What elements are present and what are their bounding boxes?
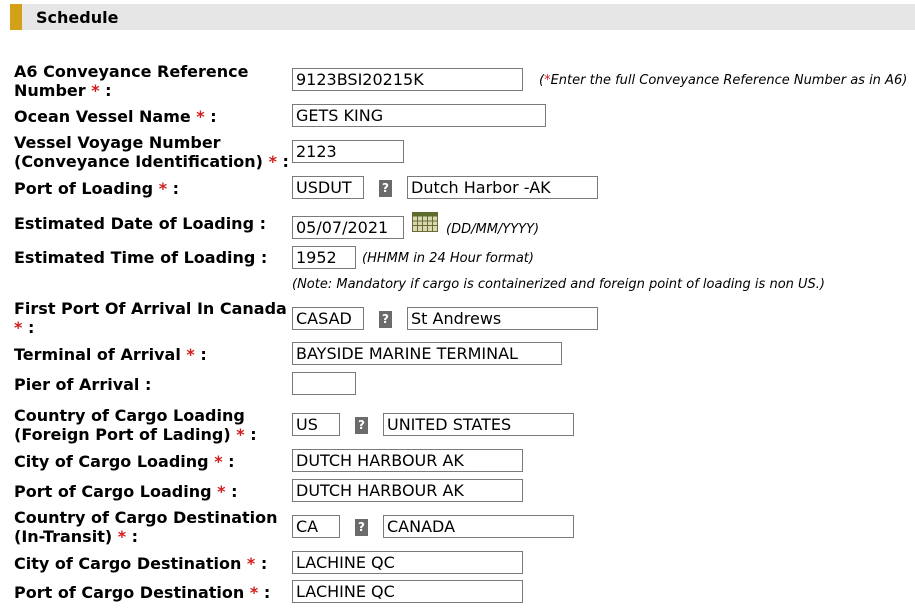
required-marker: * <box>91 81 100 100</box>
voyage-label-line2: (Conveyance Identification) <box>14 152 263 171</box>
country-dest-code-input[interactable] <box>292 515 340 538</box>
first-port-name-input[interactable] <box>407 307 598 330</box>
port-loading-label: Port of Loading * : <box>14 179 180 198</box>
section-header <box>10 4 915 30</box>
country-loading-help-icon[interactable]: ? <box>355 417 368 434</box>
voyage-input[interactable] <box>292 140 404 163</box>
required-marker: * <box>214 452 223 471</box>
required-marker: * <box>236 425 245 444</box>
city-loading-label-text: City of Cargo Loading <box>14 452 209 471</box>
date-format-hint: (DD/MM/YYYY) <box>446 222 540 237</box>
country-loading-label-line2: (Foreign Port of Lading) <box>14 425 231 444</box>
port-loading-code-input[interactable] <box>292 176 364 199</box>
terminal-label-text: Terminal of Arrival <box>14 345 181 364</box>
city-loading-label: City of Cargo Loading * : <box>14 452 235 471</box>
required-marker: * <box>217 482 226 501</box>
voyage-label-line1: Vessel Voyage Number <box>14 133 221 152</box>
est-time-input[interactable] <box>292 246 356 269</box>
time-format-hint: (HHMM in 24 Hour format) <box>362 251 534 266</box>
required-marker: * <box>268 152 277 171</box>
hint-required-marker: * <box>544 73 551 88</box>
required-marker: * <box>117 527 127 546</box>
a6-ref-label-line2: Number <box>14 81 86 100</box>
est-date-input[interactable] <box>292 216 404 239</box>
required-marker: * <box>249 583 259 602</box>
vessel-name-label-text: Ocean Vessel Name <box>14 107 191 126</box>
required-marker: * <box>158 179 168 198</box>
country-loading-label: Country of Cargo Loading (Foreign Port of Lading) * : <box>14 406 257 444</box>
country-dest-help-icon[interactable]: ? <box>355 519 368 536</box>
required-marker: * <box>196 107 205 126</box>
city-loading-input[interactable] <box>292 449 523 472</box>
pier-input[interactable] <box>292 372 356 395</box>
est-date-label: Estimated Date of Loading : <box>14 214 266 233</box>
calendar-icon[interactable] <box>412 212 438 232</box>
first-port-help-icon[interactable]: ? <box>379 311 392 328</box>
port-cargo-loading-input[interactable] <box>292 479 523 502</box>
port-dest-label: Port of Cargo Destination * : <box>14 583 271 602</box>
a6-ref-hint-text: Enter the full Conveyance Reference Number as in A6 <box>550 73 903 88</box>
country-loading-name-input[interactable] <box>383 413 574 436</box>
required-marker: * <box>14 318 23 337</box>
a6-ref-hint: (*Enter the full Conveyance Reference Number as in A6) <box>539 73 908 88</box>
country-dest-label: Country of Cargo Destination (In-Transit) * : <box>14 508 278 546</box>
port-dest-label-text: Port of Cargo Destination <box>14 583 245 602</box>
a6-ref-label-line1: A6 Conveyance Reference <box>14 62 249 81</box>
port-loading-name-input[interactable] <box>407 176 598 199</box>
voyage-label: Vessel Voyage Number (Conveyance Identification) * : <box>14 133 289 171</box>
port-cargo-loading-label-text: Port of Cargo Loading <box>14 482 212 501</box>
time-mandatory-note: (Note: Mandatory if cargo is containerized and foreign point of loading is non US.) <box>292 277 825 292</box>
country-dest-name-input[interactable] <box>383 515 574 538</box>
a6-ref-input[interactable] <box>292 68 523 91</box>
required-marker: * <box>246 554 256 573</box>
vessel-name-label: Ocean Vessel Name * : <box>14 107 217 126</box>
first-port-label-line1: First Port Of Arrival In Canada <box>14 299 287 318</box>
port-loading-help-icon[interactable]: ? <box>379 180 392 197</box>
port-dest-input[interactable] <box>292 580 523 603</box>
section-title: Schedule <box>36 8 119 27</box>
vessel-name-input[interactable] <box>292 104 546 127</box>
country-loading-code-input[interactable] <box>292 413 340 436</box>
est-time-label: Estimated Time of Loading : <box>14 248 268 267</box>
first-port-label: First Port Of Arrival In Canada * : <box>14 299 287 337</box>
required-marker: * <box>186 345 195 364</box>
a6-ref-label: A6 Conveyance Reference Number * : <box>14 62 249 100</box>
city-dest-label-text: City of Cargo Destination <box>14 554 242 573</box>
section-accent-bar <box>10 4 22 30</box>
first-port-code-input[interactable] <box>292 307 364 330</box>
terminal-label: Terminal of Arrival * : <box>14 345 207 364</box>
port-cargo-loading-label: Port of Cargo Loading * : <box>14 482 238 501</box>
city-dest-label: City of Cargo Destination * : <box>14 554 268 573</box>
port-loading-label-text: Port of Loading <box>14 179 154 198</box>
pier-label: Pier of Arrival : <box>14 375 152 394</box>
country-dest-label-line1: Country of Cargo Destination <box>14 508 278 527</box>
country-loading-label-line1: Country of Cargo Loading <box>14 406 245 425</box>
terminal-input[interactable] <box>292 342 562 365</box>
city-dest-input[interactable] <box>292 551 523 574</box>
country-dest-label-line2: (In-Transit) <box>14 527 113 546</box>
